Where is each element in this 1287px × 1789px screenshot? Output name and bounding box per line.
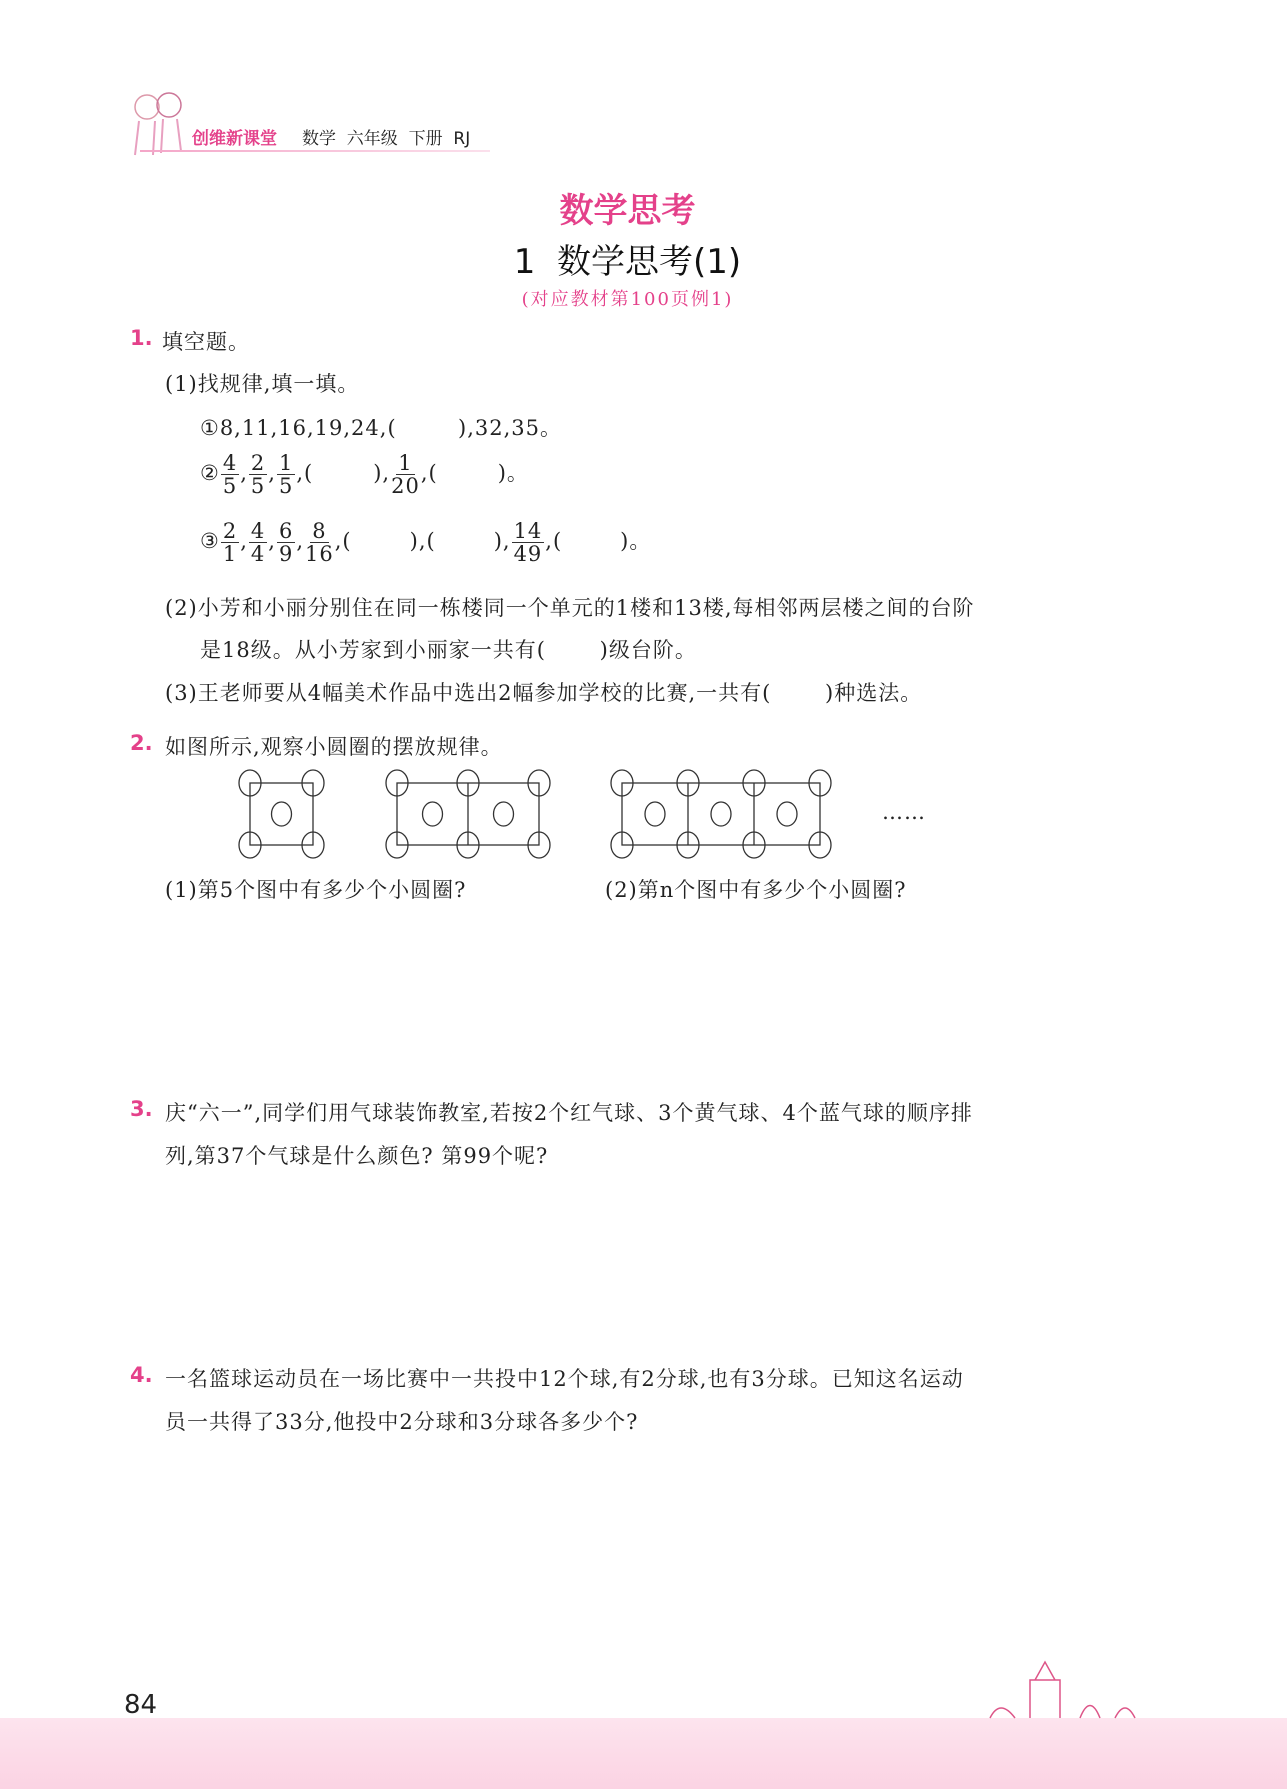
small-circle xyxy=(494,802,514,826)
question-number-2: 2. xyxy=(130,731,153,755)
fraction: $\frac{14}{49}$ xyxy=(513,519,543,567)
book-info: 数学 六年级 下册 RJ xyxy=(302,129,471,149)
page-number: 84 xyxy=(124,1690,158,1720)
q4-line2: 员一共得了33分,他投中2分球和3分球各多少个? xyxy=(165,1410,639,1434)
brand-name: 创维新课堂 xyxy=(192,129,277,149)
q4-line1: 一名篮球运动员在一场比赛中一共投中12个球,有2分球,也有3分球。已知这名运动 xyxy=(165,1367,964,1391)
q1-part3: (3)王老师要从4幅美术作品中选出2幅参加学校的比赛,一共有( )种选法。 xyxy=(165,681,923,705)
textbook-reference: (对应教材第100页例1) xyxy=(521,289,734,310)
figure-frame xyxy=(622,783,820,845)
header-divider xyxy=(140,150,490,152)
question-number-3: 3. xyxy=(130,1097,153,1121)
section-title: 数学思考 xyxy=(559,191,696,231)
q2-sub2: (2)第n个图中有多少个小圆圈? xyxy=(605,878,907,902)
q1-part2-line1: (2)小芳和小丽分别住在同一栋楼同一个单元的1楼和13楼,每相邻两层楼之间的台阶 xyxy=(165,596,975,620)
q3-line2: 列,第37个气球是什么颜色? 第99个呢? xyxy=(165,1144,549,1168)
small-circle xyxy=(777,802,797,826)
q1-sequence-1: ①8,11,16,19,24,( ),32,35。 xyxy=(200,416,563,440)
q1-heading: 填空题。 xyxy=(162,330,250,354)
fraction: $\frac{8}{16}$ xyxy=(305,519,334,567)
question-number-1: 1. xyxy=(130,326,153,350)
fraction: $\frac{6}{9}$ xyxy=(278,519,294,567)
footer-band xyxy=(0,1718,1287,1789)
label: ③ xyxy=(200,529,220,554)
q1-sequence-2: ② $\frac{4}{5}$ , $\frac{2}{5}$ , $\frac{1}{5}$ ,( ), $\frac{1}{20}$ ,( )。 xyxy=(200,451,529,499)
small-circle xyxy=(645,802,665,826)
lesson-title: 1 数学思考(1) xyxy=(513,242,742,282)
q1-part2-line2: 是18级。从小芳家到小丽家一共有( )级台阶。 xyxy=(200,638,697,662)
q2-sub1: (1)第5个图中有多少个小圆圈? xyxy=(165,878,467,902)
small-circle xyxy=(711,802,731,826)
circle-pattern-diagram xyxy=(0,760,1287,860)
small-circle xyxy=(423,802,443,826)
fraction: $\frac{4}{5}$ xyxy=(222,451,238,499)
fraction: $\frac{1}{5}$ xyxy=(278,451,294,499)
fraction: $\frac{2}{5}$ xyxy=(250,451,266,499)
question-number-4: 4. xyxy=(130,1363,153,1387)
figure-frame xyxy=(250,783,313,845)
q3-line1: 庆“六一”,同学们用气球装饰教室,若按2个红气球、3个黄气球、4个蓝气球的顺序排 xyxy=(165,1101,973,1125)
ellipsis: …… xyxy=(882,800,926,824)
cartoon-children-logo xyxy=(125,85,195,160)
q2-text: 如图所示,观察小圆圈的摆放规律。 xyxy=(165,735,503,759)
fraction: $\frac{1}{20}$ xyxy=(391,451,420,499)
q1-sequence-3: ③ $\frac{2}{1}$ , $\frac{4}{4}$ , $\frac{6}{9}$ , $\frac{8}{16}$ ,( ),( ), $\frac{14}{49}$ ,( )。 xyxy=(200,519,652,567)
fraction: $\frac{2}{1}$ xyxy=(222,519,238,567)
small-circle xyxy=(272,802,292,826)
q1-part1-heading: (1)找规律,填一填。 xyxy=(165,372,360,396)
fraction: $\frac{4}{4}$ xyxy=(250,519,266,567)
castle-decoration xyxy=(880,1650,1180,1720)
label: ② xyxy=(200,461,220,486)
